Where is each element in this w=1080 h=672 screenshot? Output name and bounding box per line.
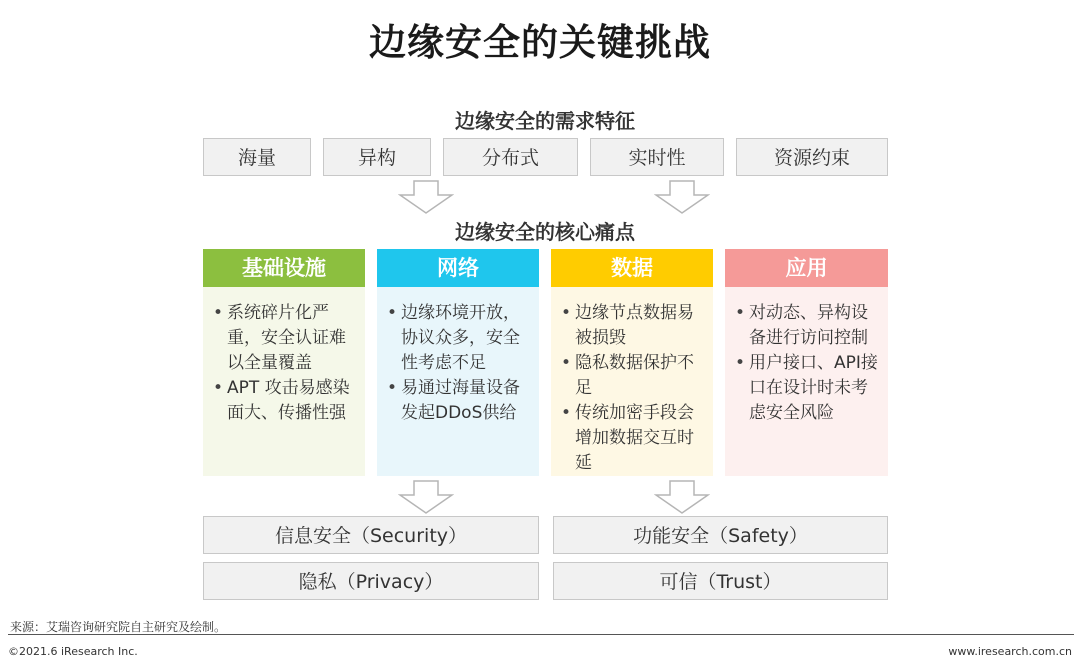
requirement-box: 异构 (323, 138, 431, 176)
down-arrow-icon (398, 180, 454, 214)
pain-column-body (725, 287, 888, 476)
pain-bullet: • 用户接口、API接口在设计时未考虑安全风险 (735, 351, 880, 426)
requirement-box: 资源约束 (736, 138, 888, 176)
down-arrow-icon (654, 180, 710, 214)
pain-column-body (551, 287, 713, 476)
outcome-trust: 可信（Trust） (553, 562, 888, 600)
requirement-box: 海量 (203, 138, 311, 176)
outcome-privacy: 隐私（Privacy） (203, 562, 539, 600)
outcome-security: 信息安全（Security） (203, 516, 539, 554)
pain-bullet: • 传统加密手段会增加数据交互时延 (561, 401, 705, 476)
pain-column-network (377, 249, 539, 476)
pain-points-heading: 边缘安全的核心痛点 (455, 220, 635, 244)
requirement-box: 实时性 (590, 138, 724, 176)
outcome-safety: 功能安全（Safety） (553, 516, 888, 554)
pain-column-title: 基础设施 (203, 249, 365, 287)
pain-column-title: 数据 (551, 249, 713, 287)
page-title: 边缘安全的关键挑战 (369, 21, 711, 64)
pain-bullet: • 边缘节点数据易被损毁 (561, 301, 705, 351)
down-arrow-icon (654, 480, 710, 514)
source-note: 来源：艾瑞咨询研究院自主研究及绘制。 (10, 620, 227, 634)
pain-column-infrastructure (203, 249, 365, 476)
copyright-text: ©2021.6 iResearch Inc. (8, 645, 138, 658)
footer-divider (8, 634, 1074, 635)
pain-bullet: • APT 攻击易感染面大、传播性强 (213, 376, 357, 426)
down-arrow-icon (398, 480, 454, 514)
pain-bullet: • 系统碎片化严重，安全认证难以全量覆盖 (213, 301, 357, 376)
requirement-box: 分布式 (443, 138, 578, 176)
pain-column-body (203, 287, 365, 476)
pain-column-title: 网络 (377, 249, 539, 287)
pain-bullet: • 隐私数据保护不足 (561, 351, 705, 401)
pain-bullet: • 易通过海量设备发起DDoS供给 (387, 376, 531, 426)
pain-column-application (725, 249, 888, 476)
pain-column-body (377, 287, 539, 476)
requirements-heading: 边缘安全的需求特征 (455, 109, 635, 133)
pain-bullet: • 对动态、异构设备进行访问控制 (735, 301, 880, 351)
pain-bullet: • 边缘环境开放，协议众多，安全性考虑不足 (387, 301, 531, 376)
pain-column-data (551, 249, 713, 476)
website-text: www.iresearch.com.cn (948, 645, 1072, 658)
pain-column-title: 应用 (725, 249, 888, 287)
